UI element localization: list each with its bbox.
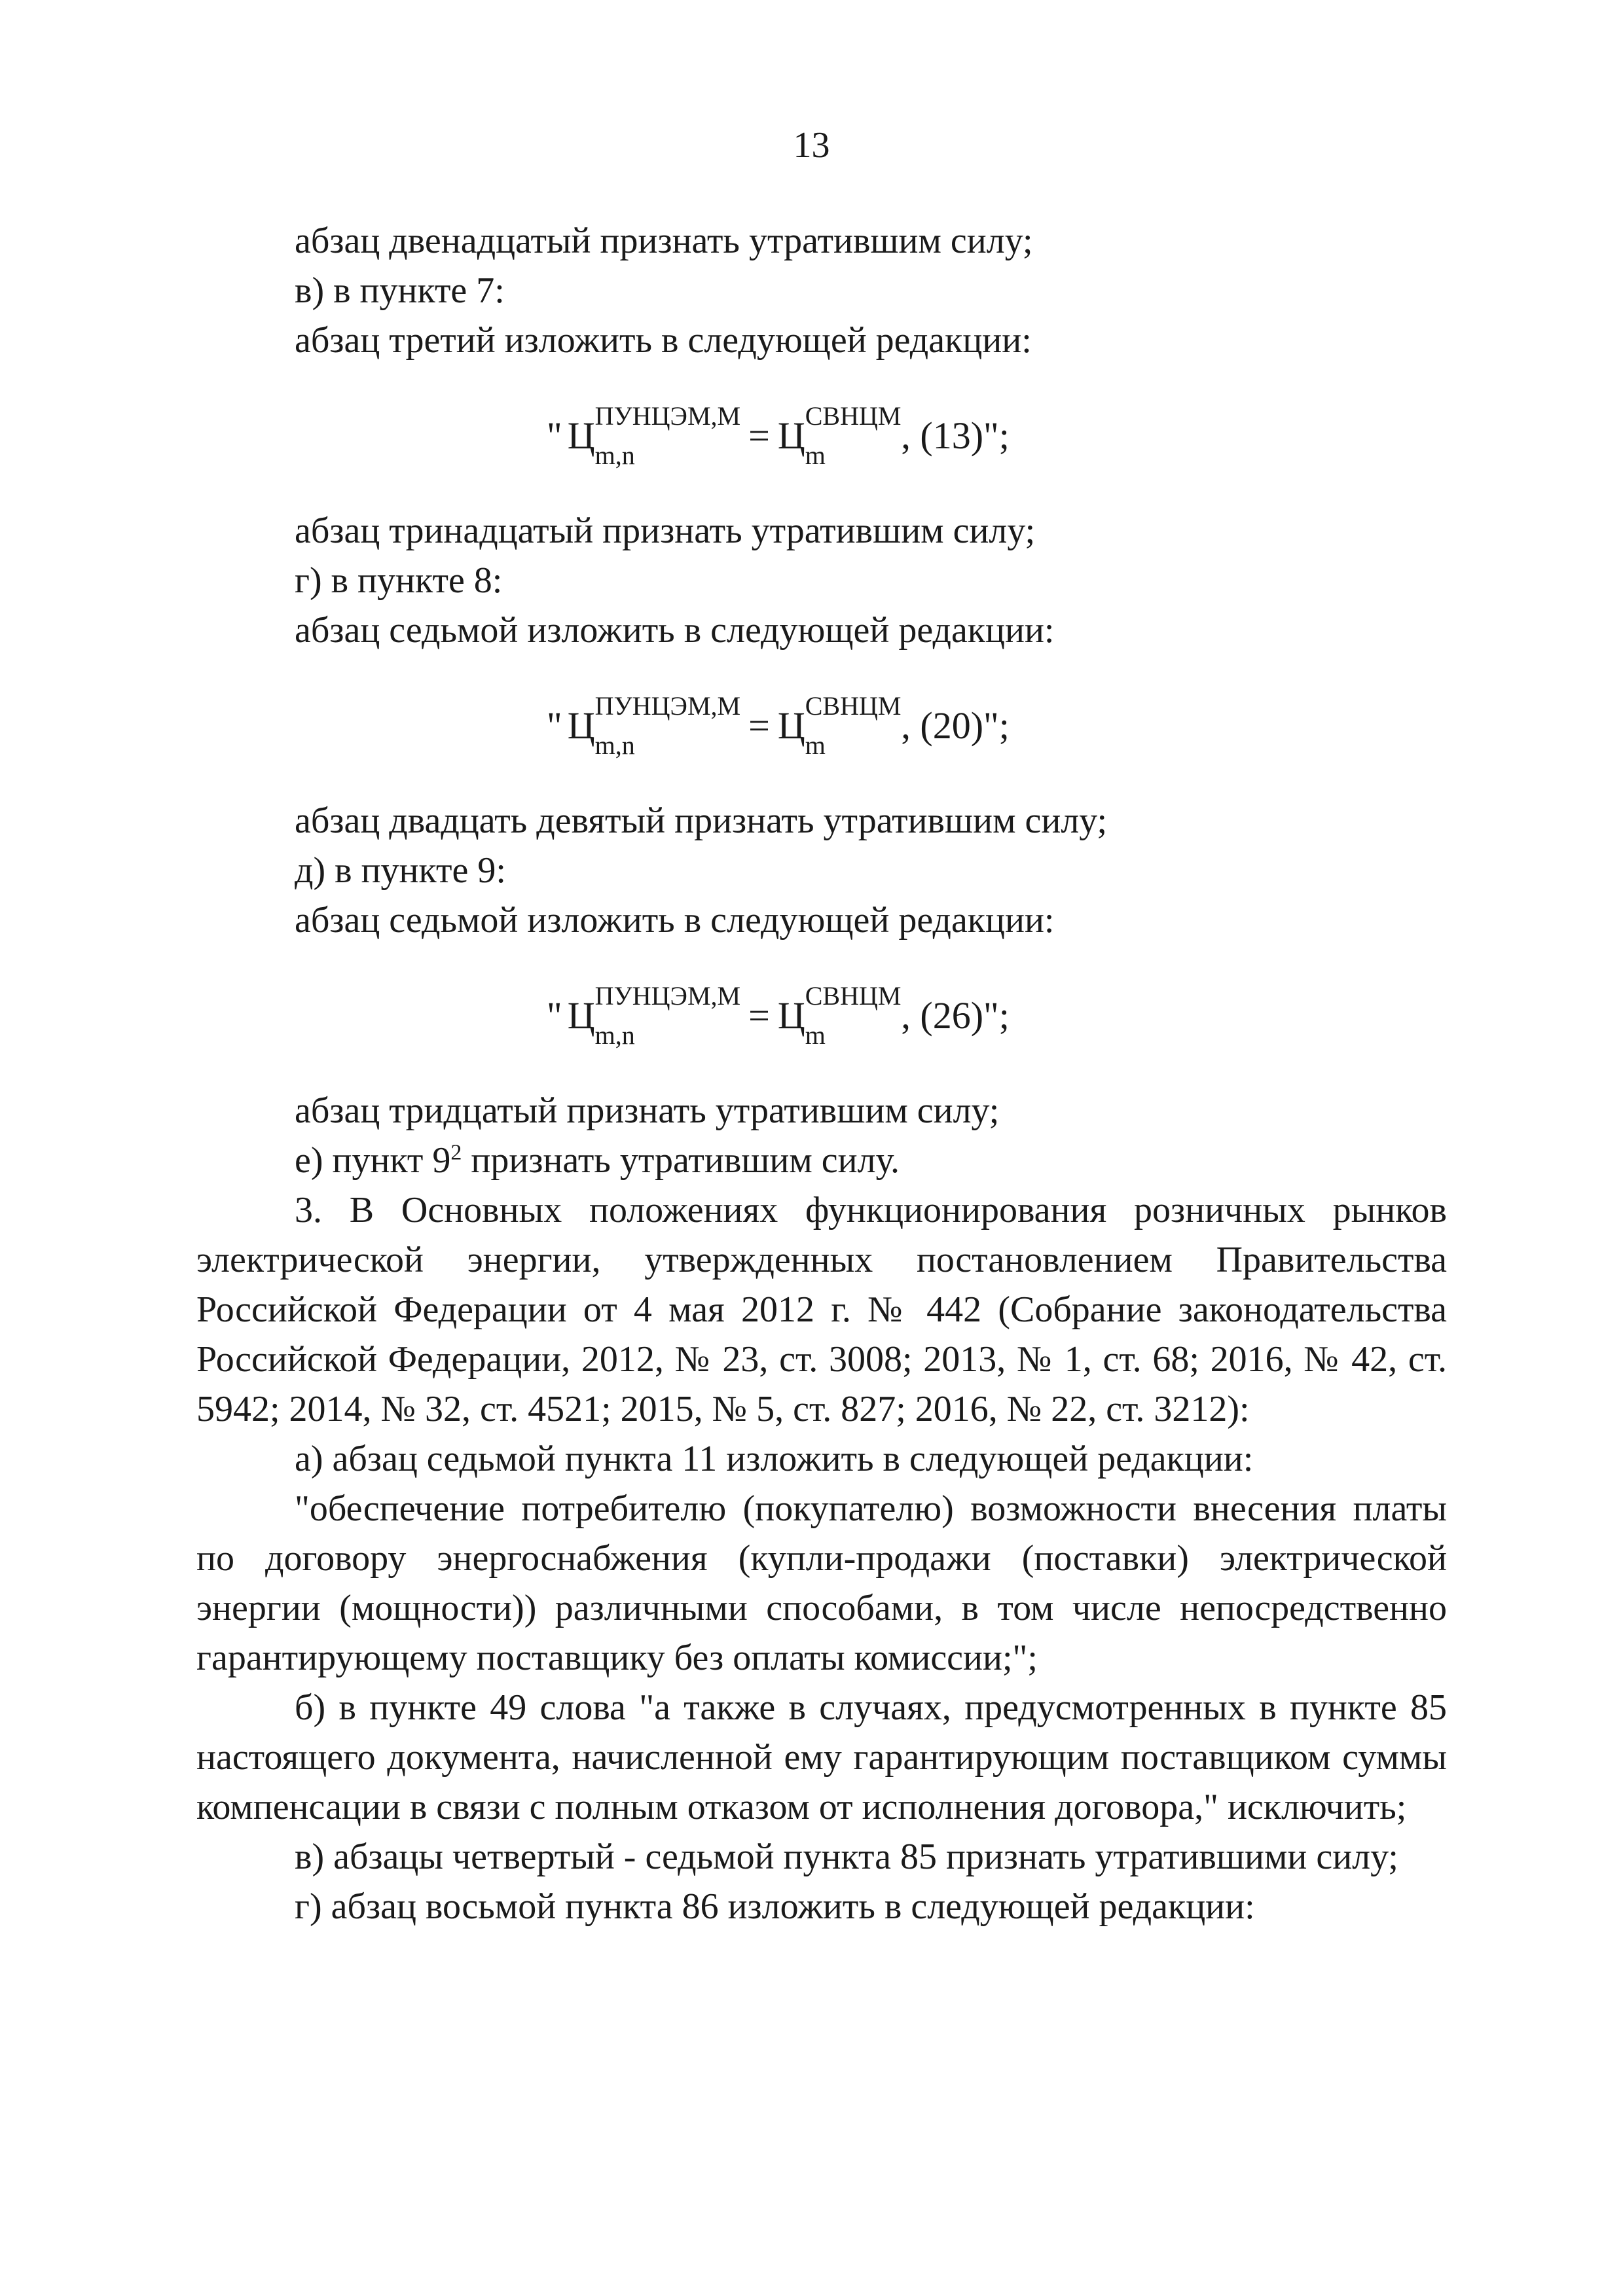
formula-quote: "	[547, 994, 562, 1037]
formula-26	[196, 945, 1447, 1086]
formula-lhs-scripts	[594, 401, 741, 470]
formula-quote: "	[547, 704, 562, 747]
formula-number: , (26)";	[901, 994, 1010, 1037]
text-line: абзац седьмой изложить в следующей редакции:	[295, 610, 1055, 651]
text-line: абзац двенадцатый признать утратившим силу;	[295, 221, 1033, 261]
formula-20	[196, 655, 1447, 796]
formula-rhs-subscript: m	[805, 440, 826, 470]
formula-lhs-symbol: Ц	[567, 704, 595, 747]
formula-lhs-symbol: Ц	[567, 994, 595, 1037]
formula-lhs-superscript: ПУНЦЭМ,М	[594, 691, 741, 721]
superscript: 2	[450, 1140, 462, 1165]
formula-number: , (20)";	[901, 704, 1010, 747]
formula-rhs-subscript: m	[805, 1020, 826, 1050]
formula-lhs-scripts	[594, 691, 741, 760]
text-fragment: е) пункт 9	[295, 1140, 451, 1181]
paragraph-a: а) абзац седьмой пункта 11 изложить в следующей редакции:	[295, 1439, 1254, 1479]
text-line: абзац тринадцатый признать утратившим силу;	[295, 511, 1036, 551]
formula-rhs-symbol: Ц	[777, 704, 805, 747]
formula-rhs-symbol: Ц	[777, 414, 805, 457]
formula-lhs-scripts	[594, 980, 741, 1050]
formula-lhs-superscript: ПУНЦЭМ,М	[594, 401, 741, 431]
formula-lhs-superscript: ПУНЦЭМ,М	[594, 980, 741, 1011]
formula-equals: =	[748, 704, 770, 747]
text-line: в) в пункте 7:	[295, 270, 505, 311]
formula-lhs-symbol: Ц	[567, 414, 595, 457]
formula-lhs-subscript: m,n	[594, 440, 635, 470]
text-line: абзац двадцать девятый признать утратившим силу;	[295, 800, 1108, 841]
document-body	[196, 216, 1447, 1931]
formula-equals: =	[748, 994, 770, 1037]
formula-rhs-scripts	[805, 691, 902, 760]
formula-number: , (13)";	[901, 414, 1010, 457]
formula-13	[196, 365, 1447, 506]
page-number: 13	[793, 125, 830, 166]
text-line: абзац седьмой изложить в следующей редакции:	[295, 900, 1055, 941]
formula-equals: =	[748, 414, 770, 457]
text-fragment: признать утратившим силу.	[462, 1140, 900, 1181]
paragraph-v: в) абзацы четвертый - седьмой пункта 85 признать утратившими силу;	[295, 1837, 1398, 1877]
formula-rhs-scripts	[805, 980, 902, 1050]
paragraph-g: г) абзац восьмой пункта 86 изложить в следующей редакции:	[295, 1886, 1255, 1927]
formula-rhs-superscript: СВНЦМ	[805, 401, 902, 431]
paragraph-3: 3. В Основных положениях функционирования розничных рынков электрической энергии, утвержденных постановлением Правительства Российской Федерации от 4 мая 2012 г. № 442 (Собрание законодательства Российской Федерации, 2012, № 23, ст. 3008; 2013, № 1, ст. 68; 2016, № 42, ст. 5942; 2014, № 32, ст. 4521; 2015, № 5, ст. 827; 2016, № 22, ст. 3212):	[196, 1190, 1447, 1429]
formula-rhs-superscript: СВНЦМ	[805, 691, 902, 721]
formula-rhs-symbol: Ц	[777, 994, 805, 1037]
formula-lhs-subscript: m,n	[594, 730, 635, 760]
text-line: абзац третий изложить в следующей редакции:	[295, 320, 1032, 361]
text-line: д) в пункте 9:	[295, 850, 506, 891]
formula-lhs-subscript: m,n	[594, 1020, 635, 1050]
text-line: г) в пункте 8:	[295, 560, 503, 601]
formula-rhs-subscript: m	[805, 730, 826, 760]
formula-rhs-superscript: СВНЦМ	[805, 980, 902, 1011]
paragraph-a-text: "обеспечение потребителю (покупателю) возможности внесения платы по договору энергоснабжения (купли-продажи (поставки) электрической энергии (мощности)) различными способами, в том числе непосредственно гарантирующему поставщику без оплаты комиссии;";	[196, 1488, 1447, 1678]
text-line: абзац тридцатый признать утратившим силу;	[295, 1090, 1000, 1131]
text-line	[196, 1136, 1447, 1185]
paragraph-b: б) в пункте 49 слова "а также в случаях, предусмотренных в пункте 85 настоящего документа, начисленной ему гарантирующим поставщиком суммы компенсации в связи с полным отказом от исполнения договора," исключить;	[196, 1687, 1447, 1827]
formula-quote: "	[547, 414, 562, 457]
formula-rhs-scripts	[805, 401, 902, 470]
